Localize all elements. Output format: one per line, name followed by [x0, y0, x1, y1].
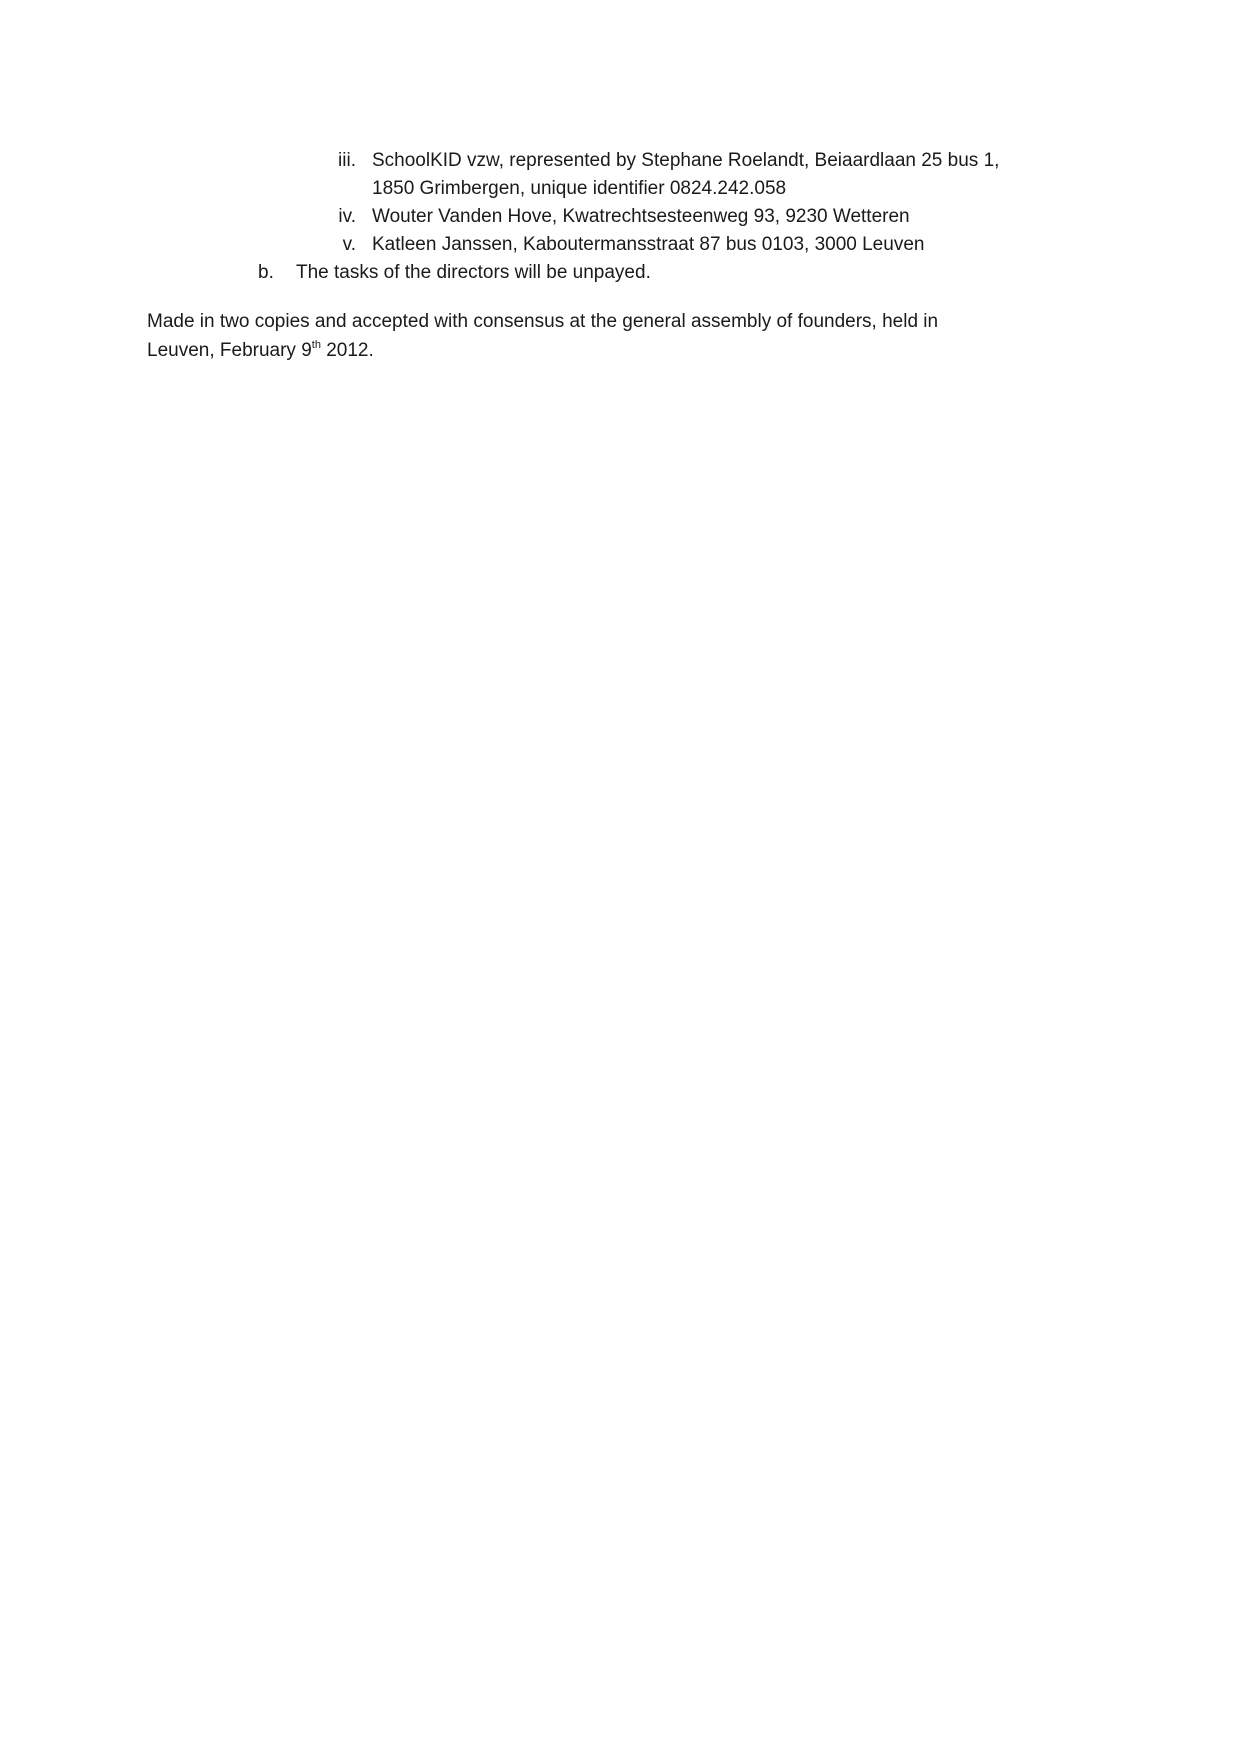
closing-line-1: Made in two copies and accepted with consensus at the general assembly of founders, held in	[147, 311, 939, 332]
closing-place-date: Leuven, February 9	[147, 340, 312, 361]
list-item-text: The tasks of the directors will be unpayed.	[296, 262, 651, 283]
list-item-line: SchoolKID vzw, represented by Stephane Roelandt, Beiaardlaan 25 bus 1,	[372, 150, 1000, 171]
list-item-line: Wouter Vanden Hove, Kwatrechtsesteenweg 93, 9230 Wetteren	[372, 206, 910, 227]
list-number: iii.	[338, 150, 356, 171]
list-item-line: Katleen Janssen, Kaboutermansstraat 87 bus 0103, 3000 Leuven	[372, 234, 925, 255]
list-number: v.	[342, 234, 356, 255]
ordinal-suffix: th	[311, 339, 321, 351]
list-item-text	[372, 147, 1072, 203]
list-letter: b.	[258, 262, 274, 283]
list-number: iv.	[338, 206, 356, 227]
list-item-text	[372, 203, 1072, 231]
list-item-line: 1850 Grimbergen, unique identifier 0824.242.058	[372, 178, 787, 199]
closing-line-2	[147, 336, 1087, 365]
closing-year: 2012.	[320, 340, 374, 361]
list-item-text	[372, 231, 1072, 259]
closing-paragraph	[147, 307, 1087, 365]
